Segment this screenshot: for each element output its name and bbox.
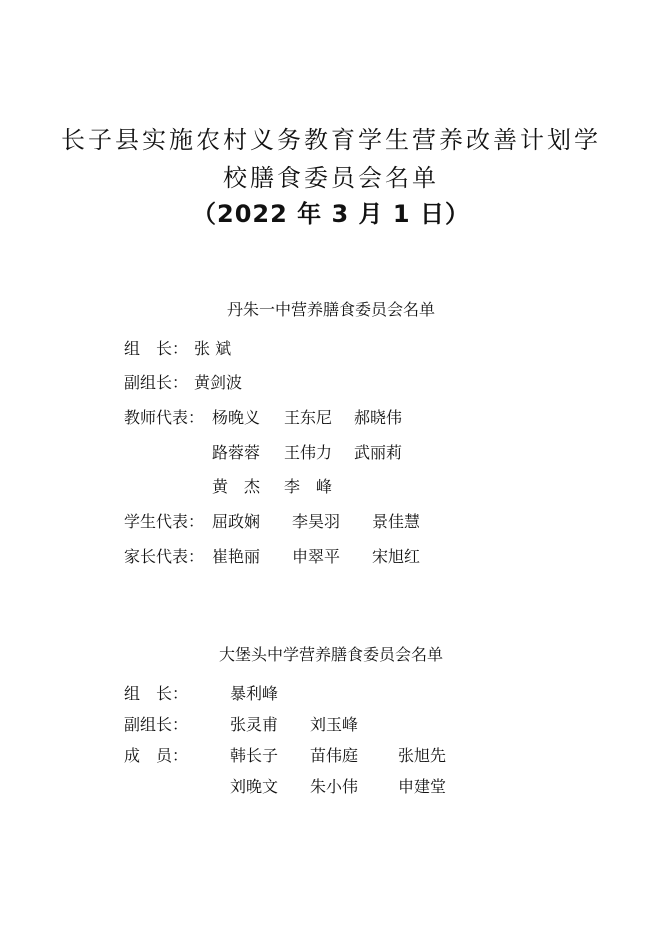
teacher-name: 武丽莉 [354,443,403,462]
section2-title: 大堡头中学营养膳食委员会名单 [218,645,443,664]
teacher-name: 黄 杰 [212,477,261,496]
leader-name: 张 斌 [194,339,232,358]
member-name: 申建堂 [398,777,447,796]
member-name: 张旭先 [398,746,447,765]
member-name: 苗伟庭 [310,746,359,765]
deputy-name: 刘玉峰 [310,715,359,734]
section1-title: 丹朱一中营养膳食委员会名单 [226,300,435,319]
student-name: 屈政娴 [212,512,261,531]
deputy-label: 副组长： [124,715,189,734]
teacher-name: 路蓉蓉 [212,443,261,462]
deputy-label: 副组长： [124,373,189,392]
leader-label: 组 长： [124,339,189,358]
teacher-name: 郝晓伟 [354,408,403,427]
teacher-name: 杨晚义 [212,408,261,427]
parent-name: 崔艳丽 [212,547,261,566]
member-name: 刘晚文 [230,777,279,796]
teacher-name: 李 峰 [284,477,333,496]
teacher-label: 教师代表： [124,408,205,427]
deputy-name: 黄剑波 [194,373,243,392]
doc-title-line1: 长子县实施农村义务教育学生营养改善计划学 [61,126,601,154]
doc-title-line2: 校膳食委员会名单 [223,164,439,192]
parent-name: 宋旭红 [372,547,421,566]
student-name: 李昊羽 [292,512,341,531]
teacher-name: 王伟力 [284,443,333,462]
leader-name: 暴利峰 [230,684,279,703]
member-label: 成 员： [124,746,189,765]
leader-label: 组 长： [124,684,189,703]
member-name: 朱小伟 [310,777,359,796]
deputy-name: 张灵甫 [230,715,279,734]
student-label: 学生代表： [124,512,205,531]
doc-title-date: （2022 年 3 月 1 日） [192,200,470,228]
teacher-name: 王东尼 [284,408,333,427]
parent-label: 家长代表： [124,547,205,566]
parent-name: 申翠平 [292,547,341,566]
student-name: 景佳慧 [372,512,421,531]
member-name: 韩长子 [230,746,279,765]
